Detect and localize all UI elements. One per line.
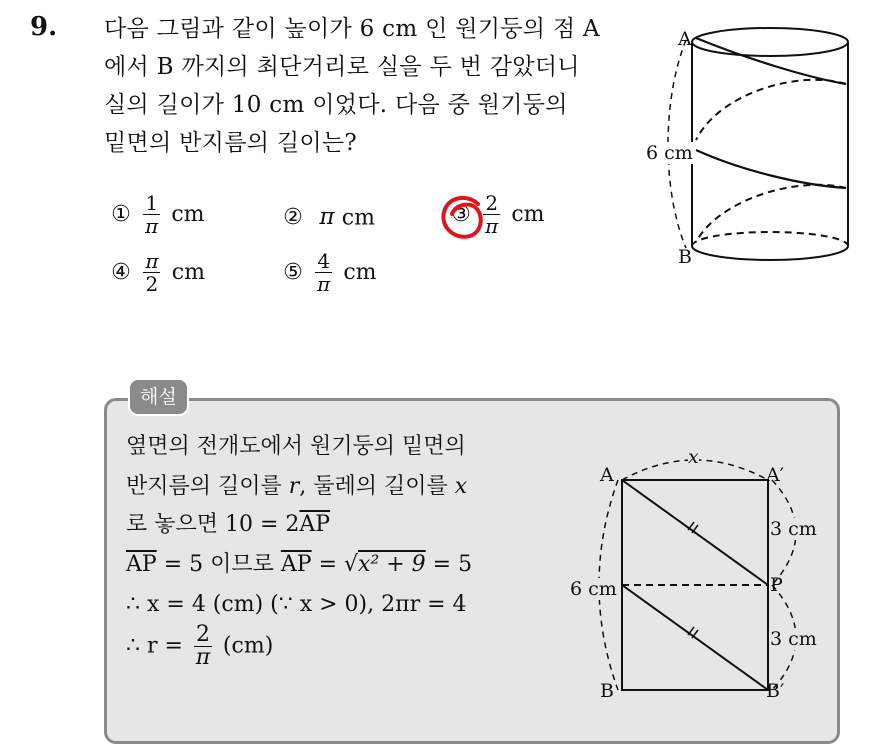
- net-label-3cm-bottom: 3 cm: [770, 628, 817, 650]
- net-label-a: A: [600, 464, 614, 486]
- net-label-b-prime: B′: [766, 680, 785, 702]
- option-5-fraction: $\frac{4}{\pi}$: [317, 249, 331, 296]
- net-label-3cm-top: 3 cm: [770, 518, 817, 540]
- question-line-2: 에서 B 까지의 최단거리로 실을 두 번 감았더니: [104, 54, 580, 80]
- option-3-fraction: $\frac{2}{\pi}$: [485, 191, 499, 238]
- net-label-b: B: [600, 680, 614, 702]
- net-label-p: P: [770, 574, 783, 596]
- solution-line-4: $\overline{AP} = 5$ 이므로 $\overline{AP} = √x^2 + 9 = 5$: [126, 552, 473, 577]
- option-2[interactable]: ② π cm: [283, 204, 375, 231]
- cylinder-height-label: 6 cm: [646, 142, 693, 164]
- solution-line-1: 옆면의 전개도에서 원기둥의 밑면의: [126, 434, 466, 459]
- option-1-mark: ①: [111, 201, 131, 227]
- question-line-4: 밑면의 반지름의 길이는?: [104, 130, 358, 156]
- option-1-fraction: $\frac{1}{\pi}$: [145, 191, 159, 238]
- net-label-a-prime: A′: [766, 464, 785, 486]
- cylinder-label-a: A: [678, 28, 692, 50]
- option-5[interactable]: ⑤ $\frac{4}{\pi}$ cm: [283, 249, 377, 296]
- option-4-fraction: $\frac{\pi}{2}$: [145, 249, 159, 296]
- option-4-mark: ④: [111, 259, 131, 285]
- net-label-x: x: [688, 446, 699, 468]
- net-label-6cm: 6 cm: [570, 578, 617, 600]
- answer-circle-mark: [438, 192, 490, 244]
- question-line-1: 다음 그림과 같이 높이가 6 cm 인 원기둥의 점 A: [104, 16, 600, 42]
- option-1[interactable]: ① $\frac{1}{\pi}$ cm: [111, 191, 205, 238]
- solution-line-6: ∴ r = $\frac{2}{\pi}$ (cm): [126, 622, 274, 670]
- option-4[interactable]: ④ $\frac{\pi}{2}$ cm: [111, 249, 205, 296]
- option-2-mark: ②: [283, 205, 303, 230]
- net-figure: [580, 440, 840, 720]
- option-3-mark: ③: [451, 201, 471, 227]
- question-number: 9.: [30, 12, 58, 42]
- cylinder-label-b: B: [678, 246, 692, 268]
- solution-line-2: 반지름의 길이를 r, 둘레의 길이를 x: [126, 474, 468, 499]
- solution-badge: 해설: [128, 378, 189, 416]
- option-5-mark: ⑤: [283, 259, 303, 285]
- question-line-3: 실의 길이가 10 cm 이었다. 다음 중 원기둥의: [104, 92, 568, 118]
- solution-line-3: 로 놓으면 $10 = 2\overline{AP}$: [126, 512, 331, 537]
- solution-line-5: ∴ x = 4 (cm) (∵ x > 0), 2πr = 4: [126, 592, 467, 617]
- option-3[interactable]: ③ $\frac{2}{\pi}$ cm: [451, 191, 545, 238]
